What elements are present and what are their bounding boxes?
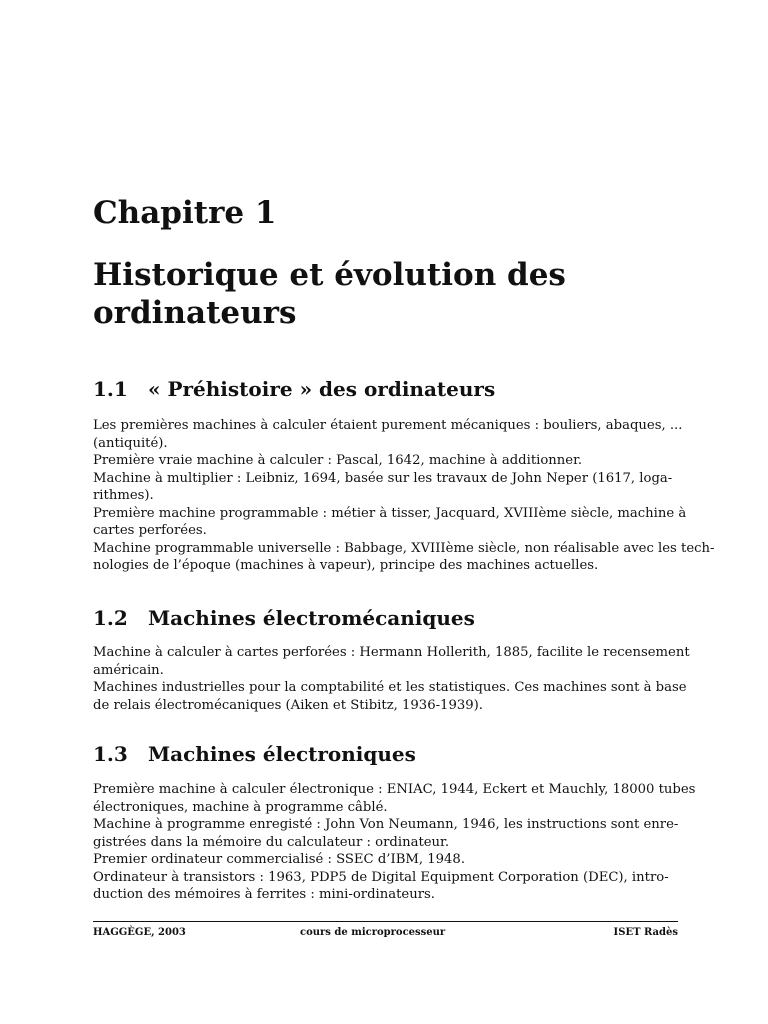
section-title: « Préhistoire » des ordinateurs (148, 377, 496, 401)
text-line: de relais électromécaniques (Aiken et Stibitz, 1936-1939). (93, 697, 483, 713)
section-heading (93, 376, 495, 402)
text-line: Ordinateur à transistors : 1963, PDP5 de Digital Equipment Corporation (DEC), intro- (93, 869, 669, 885)
text-line: rithmes). (93, 488, 154, 503)
section-number: 1.1 (93, 377, 128, 401)
footer-author: HAGGÈGE, 2003 (93, 927, 186, 938)
text-line: Machines industrielles pour la comptabilité et les statistiques. Ces machines sont à base (93, 680, 687, 695)
text-line: Machine à calculer à cartes perforées : Hermann Hollerith, 1885, facilite le recensement (93, 645, 690, 660)
chapter-title (93, 256, 653, 332)
text-line: nologies de l’époque (machines à vapeur), principe des machines actuelles. (93, 558, 599, 573)
footer-course: cours de microprocesseur (300, 927, 446, 938)
section-title: Machines électromécaniques (148, 606, 475, 630)
section-number: 1.2 (93, 606, 128, 630)
text-line: Les premières machines à calculer étaient purement mécaniques : bouliers, abaques, ... (93, 418, 683, 433)
text-line: Premier ordinateur commercialisé : SSEC d’IBM, 1948. (93, 852, 466, 867)
chapter-label: Chapitre 1 (93, 195, 277, 231)
section-title: Machines électroniques (148, 742, 416, 766)
chapter-title-line: ordinateurs (93, 295, 297, 331)
section-heading (93, 741, 416, 767)
section-paragraph (93, 644, 690, 714)
footer-divider (93, 921, 678, 922)
text-line: cartes perforées. (93, 523, 207, 538)
text-line: électroniques, machine à programme câblé. (93, 799, 388, 815)
text-line: Première machine à calculer électronique : ENIAC, 1944, Eckert et Mauchly, 18000 tubes (93, 782, 696, 797)
footer-institution: ISET Radès (613, 927, 678, 938)
section-heading (93, 605, 475, 631)
text-line: Première machine programmable : métier à tisser, Jacquard, XVIIIème siècle, machine à (93, 505, 687, 521)
chapter-title-line: Historique et évolution des (93, 257, 566, 293)
text-line: Machine à programme enregisté : John Von Neumann, 1946, les instructions sont enre- (93, 817, 679, 832)
section-number: 1.3 (93, 742, 128, 766)
section-paragraph (93, 781, 696, 904)
text-line: (antiquité). (93, 435, 168, 451)
text-line: Première vraie machine à calculer : Pascal, 1642, machine à additionner. (93, 453, 583, 468)
text-line: gistrées dans la mémoire du calculateur : ordinateur. (93, 834, 450, 850)
text-line: duction des mémoires à ferrites : mini-ordinateurs. (93, 887, 435, 902)
text-line: américain. (93, 662, 164, 678)
text-line: Machine à multiplier : Leibniz, 1694, basée sur les travaux de John Neper (1617, loga- (93, 470, 673, 486)
section-paragraph (93, 417, 715, 575)
text-line: Machine programmable universelle : Babbage, XVIIIème siècle, non réalisable avec les tech- (93, 540, 715, 556)
